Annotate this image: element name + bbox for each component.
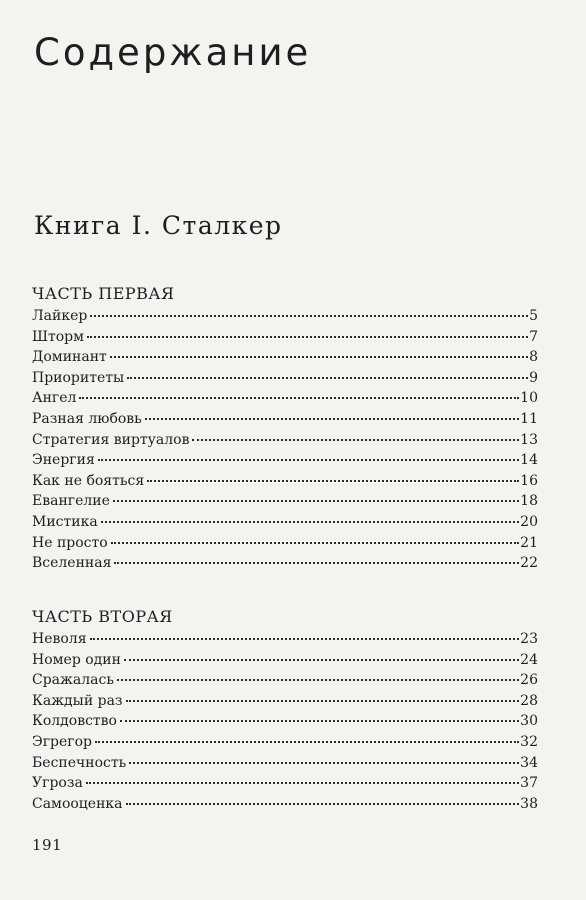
dot-leader (113, 500, 519, 502)
dot-leader (95, 741, 519, 743)
toc-entry-page: 21 (520, 534, 538, 551)
part-heading: ЧАСТЬ ВТОРАЯ (32, 607, 173, 626)
toc-entry-title: Стратегия виртуалов (32, 431, 190, 448)
toc-entry-page: 11 (520, 410, 538, 427)
toc-entry-page: 8 (529, 349, 538, 366)
toc-entry (32, 553, 538, 574)
toc-entry (32, 732, 538, 753)
toc-entry-title: Ангел (32, 390, 77, 407)
toc-entry (32, 773, 538, 794)
toc-entry-page: 37 (520, 775, 538, 792)
toc-entry-title: Мистика (32, 513, 98, 530)
toc-entry (32, 388, 538, 409)
dot-leader (192, 439, 519, 441)
toc-entry-page: 5 (529, 308, 538, 324)
toc-entry (32, 670, 538, 691)
dot-leader (117, 679, 519, 681)
toc-entry-page: 10 (520, 390, 538, 407)
dot-leader (98, 459, 519, 461)
toc-entry (32, 430, 538, 451)
toc-entry-page: 26 (520, 672, 538, 689)
toc-entry-title: Энергия (32, 452, 95, 469)
toc-part-2 (32, 607, 538, 814)
dot-leader (90, 638, 520, 640)
toc-entry-title: Как не бояться (32, 472, 145, 489)
toc-entry-page: 18 (520, 493, 538, 510)
dot-leader (101, 521, 519, 523)
dot-leader (110, 356, 528, 358)
dot-leader (79, 397, 519, 399)
toc-entry-title: Евангелие (32, 493, 110, 510)
toc-entry (32, 512, 538, 533)
toc-part-1 (32, 284, 538, 574)
toc-entry-title: Беспечность (32, 754, 127, 771)
part-heading: ЧАСТЬ ПЕРВАЯ (32, 284, 175, 303)
toc-entry-title: Угроза (32, 775, 83, 792)
toc-entry-page: 32 (520, 733, 538, 750)
toc-entry (32, 450, 538, 471)
toc-entry-page: 7 (529, 328, 538, 345)
toc-entry-page: 23 (520, 631, 538, 647)
toc-entry (32, 794, 538, 815)
toc-entry-page: 14 (520, 452, 538, 469)
toc-entry-title: Каждый раз (32, 692, 123, 709)
toc-entry-title: Номер один (32, 651, 121, 668)
toc-list (32, 306, 538, 574)
page-number: 191 (32, 836, 63, 854)
toc-entry-title: Сражалась (32, 672, 114, 689)
toc-entry (32, 753, 538, 774)
toc-entry-page: 30 (520, 713, 538, 730)
dot-leader (87, 336, 528, 338)
book-title: Книга I. Сталкер (34, 211, 283, 240)
toc-entry (32, 368, 538, 389)
toc-entry (32, 711, 538, 732)
toc-entry-page: 20 (520, 513, 538, 530)
toc-entry-title: Неволя (32, 631, 87, 647)
toc-entry-title: Лайкер (32, 308, 88, 324)
dot-leader (114, 562, 519, 564)
toc-entry-title: Самооценка (32, 795, 123, 812)
toc-entry (32, 409, 538, 430)
toc-entry (32, 629, 538, 650)
toc-entry (32, 347, 538, 368)
toc-entry-page: 28 (520, 692, 538, 709)
toc-entry-page: 38 (520, 795, 538, 812)
toc-entry-title: Разная любовь (32, 410, 142, 427)
dot-leader (111, 542, 519, 544)
book-page (32, 0, 538, 900)
toc-entry-title: Не просто (32, 534, 108, 551)
dot-leader (127, 377, 528, 379)
dot-leader (86, 782, 519, 784)
toc-entry-title: Колдовство (32, 713, 117, 730)
dot-leader (126, 803, 520, 805)
toc-entry-page: 16 (520, 472, 538, 489)
dot-leader (126, 700, 520, 702)
toc-entry (32, 650, 538, 671)
dot-leader (90, 315, 528, 317)
toc-entry (32, 327, 538, 348)
toc-entry-page: 24 (520, 651, 538, 668)
toc-entry (32, 306, 538, 327)
dot-leader (129, 762, 519, 764)
toc-entry-title: Эгрегор (32, 733, 93, 750)
toc-list (32, 629, 538, 814)
toc-entry (32, 691, 538, 712)
toc-entry (32, 533, 538, 554)
toc-entry-title: Вселенная (32, 555, 112, 572)
toc-entry-page: 22 (520, 555, 538, 572)
toc-entry (32, 471, 538, 492)
page-title: Содержание (34, 31, 312, 74)
toc-entry-title: Шторм (32, 328, 85, 345)
toc-entry-page: 34 (520, 754, 538, 771)
dot-leader (120, 720, 519, 722)
dot-leader (145, 418, 519, 420)
dot-leader (124, 659, 519, 661)
toc-entry-title: Доминант (32, 349, 107, 366)
toc-entry-title: Приоритеты (32, 369, 125, 386)
toc-entry-page: 13 (520, 431, 538, 448)
dot-leader (147, 480, 519, 482)
toc-entry (32, 491, 538, 512)
toc-entry-page: 9 (529, 369, 538, 386)
